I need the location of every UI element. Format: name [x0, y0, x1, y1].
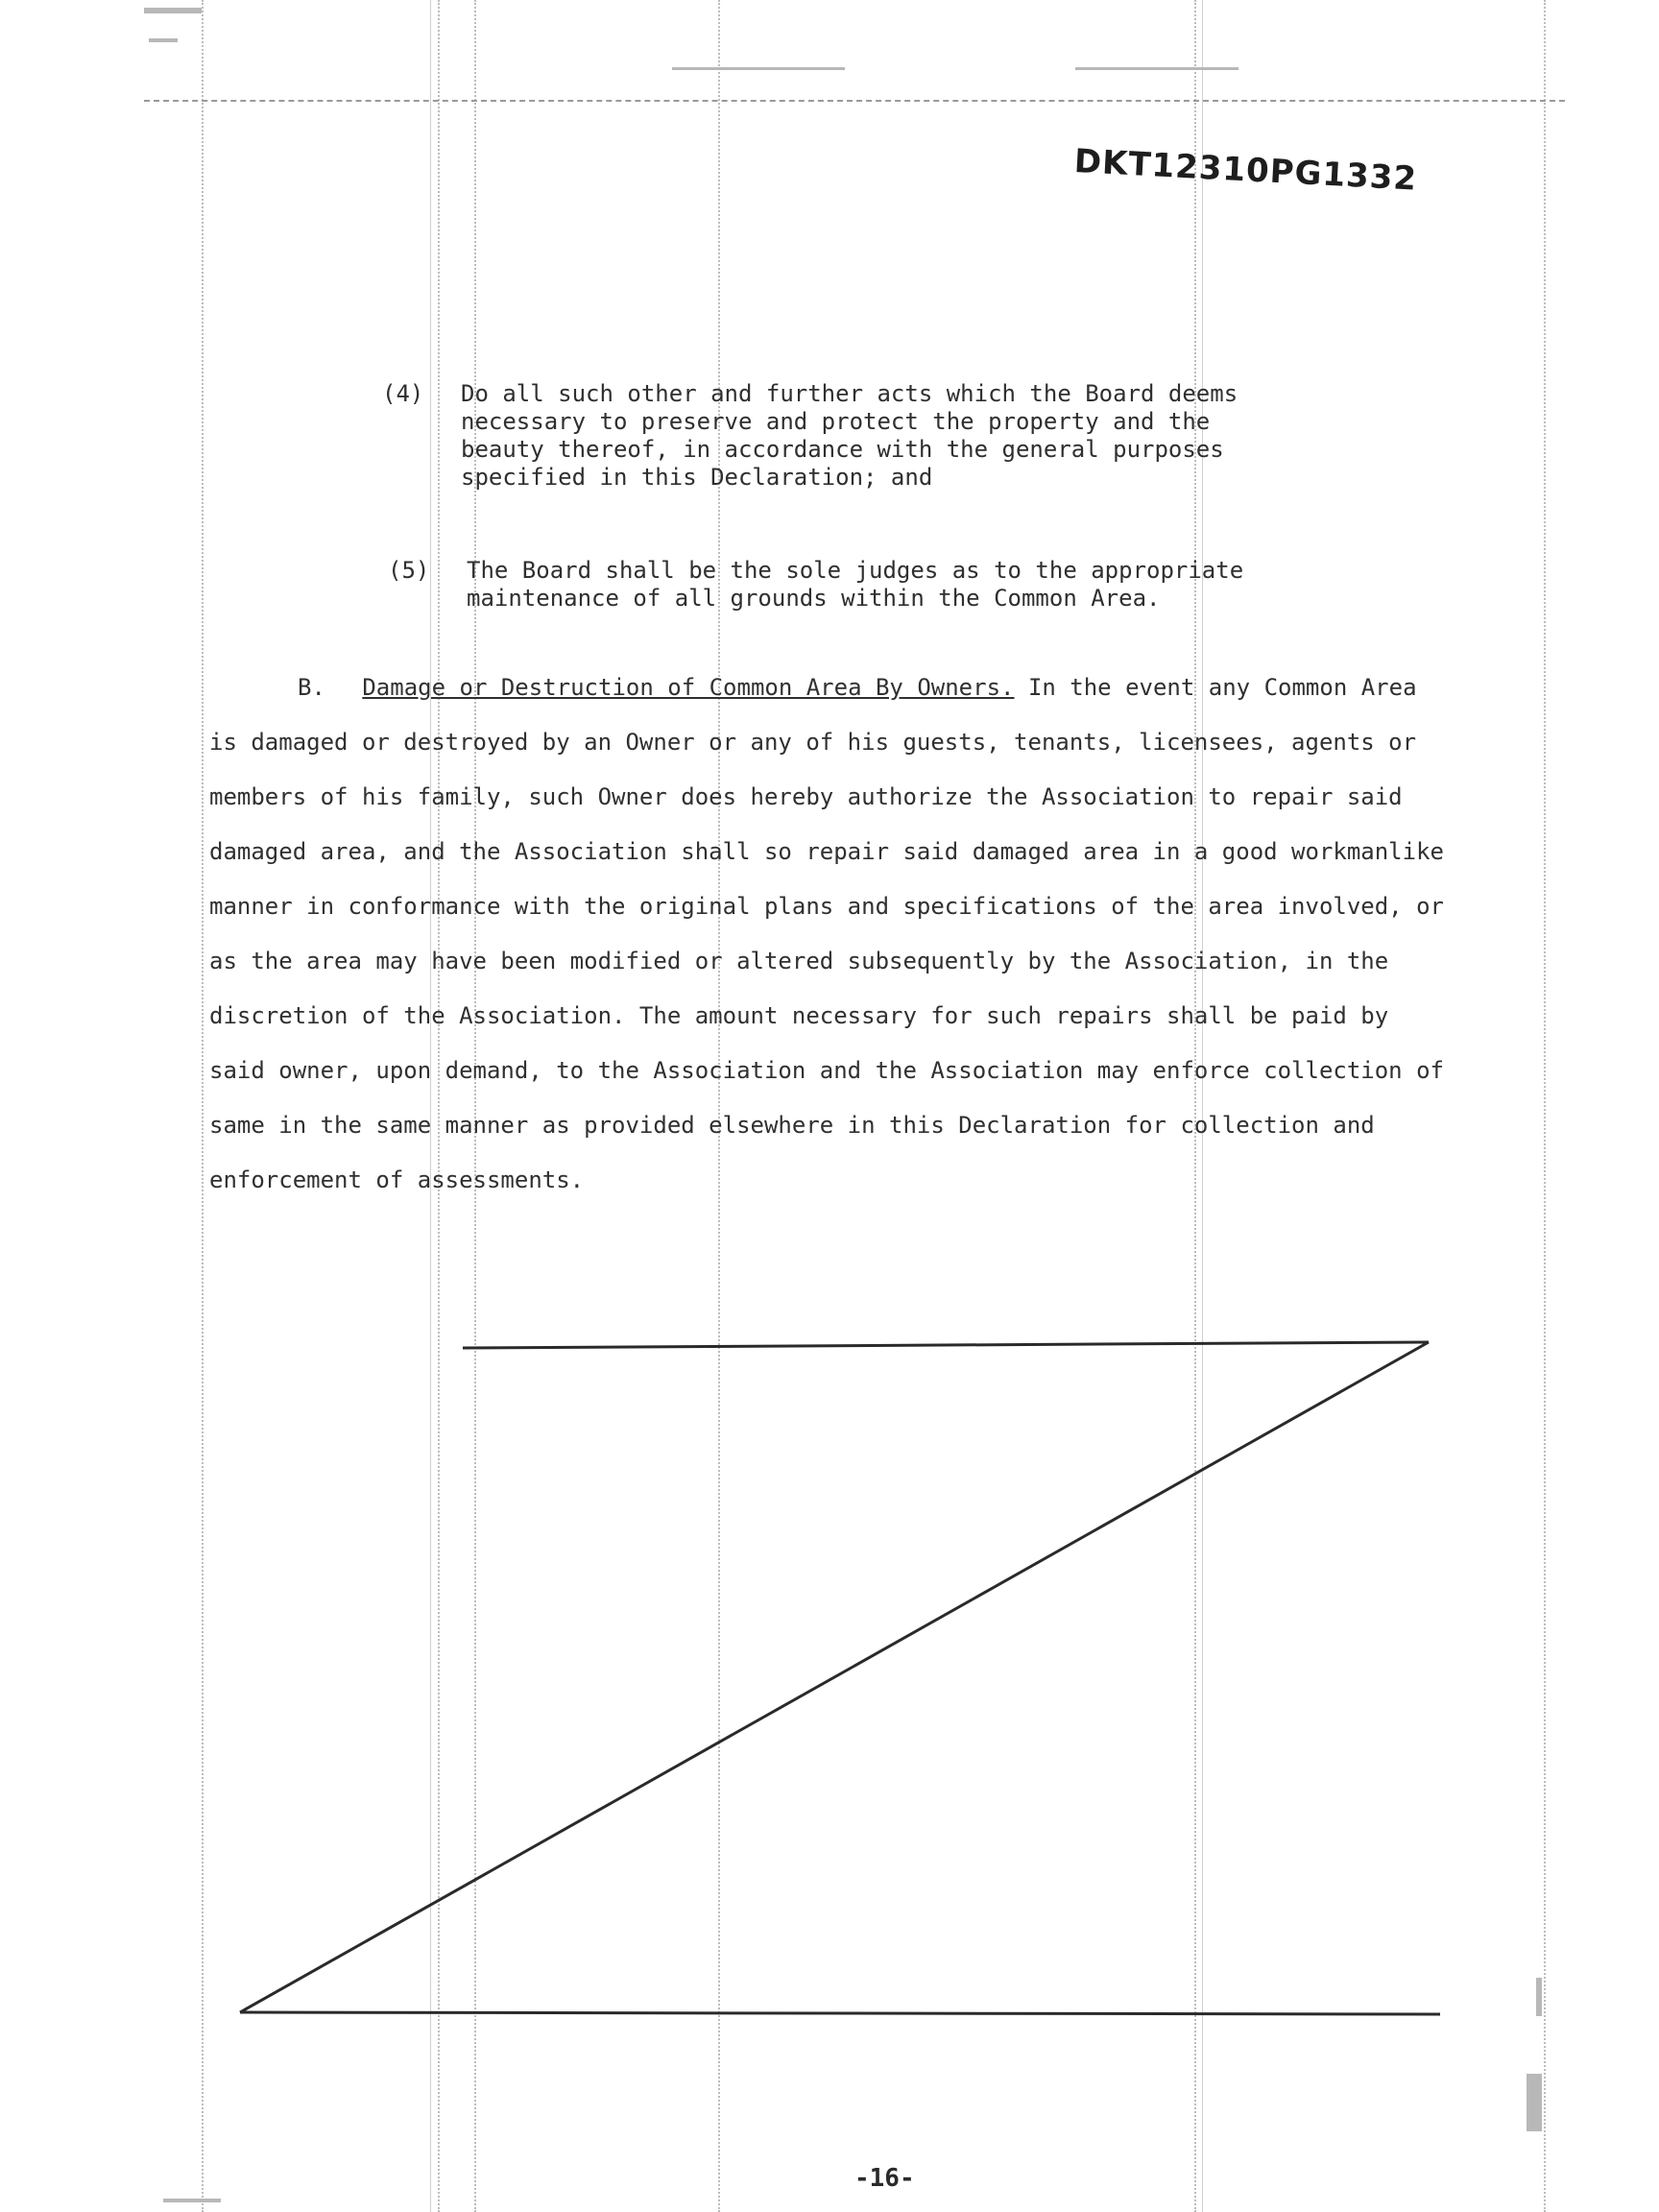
strike-line-top — [463, 1342, 1429, 1348]
item-text: The Board shall be the sole judges as to the appropriate maintenance of all grounds within the Common Area. — [467, 557, 1244, 612]
section-b-label: B. — [298, 674, 325, 701]
item-text: Do all such other and further acts which the Board deems necessary to preserve and protect the property and the beauty thereof, in accordance with the general purposes specified in this Declaration; and — [461, 380, 1238, 491]
section-b-body: In the event any Common Area is damaged or destroyed by an Owner or any of his guests, tenants, licensees, agents or members of his family, such Owner does hereby authorize the Association to repair said damaged area, and the Association shall so repair said damaged area in a good workmanlike manner in conformance with the original plans and specifications of the area involved, or as the area may have been modified or altered subsequently by the Association, in the discretion of the Association. The amount necessary for such repairs shall be paid by said owner, upon demand, to the Association and the Association may enforce collection of same in the same manner as provided elsewhere in this Declaration for collection and enforcement of assessments. — [209, 674, 1444, 1193]
strike-line-bottom — [240, 2012, 1440, 2014]
recording-stamp: DKT12310PG1332 — [1072, 142, 1419, 199]
page-number: -16- — [854, 2164, 915, 2193]
strike-line-diagonal — [240, 1342, 1429, 2012]
item-number: (5) — [388, 557, 430, 584]
item-number: (4) — [382, 380, 424, 407]
section-b-title: Damage or Destruction of Common Area By Owners. — [362, 674, 1015, 701]
